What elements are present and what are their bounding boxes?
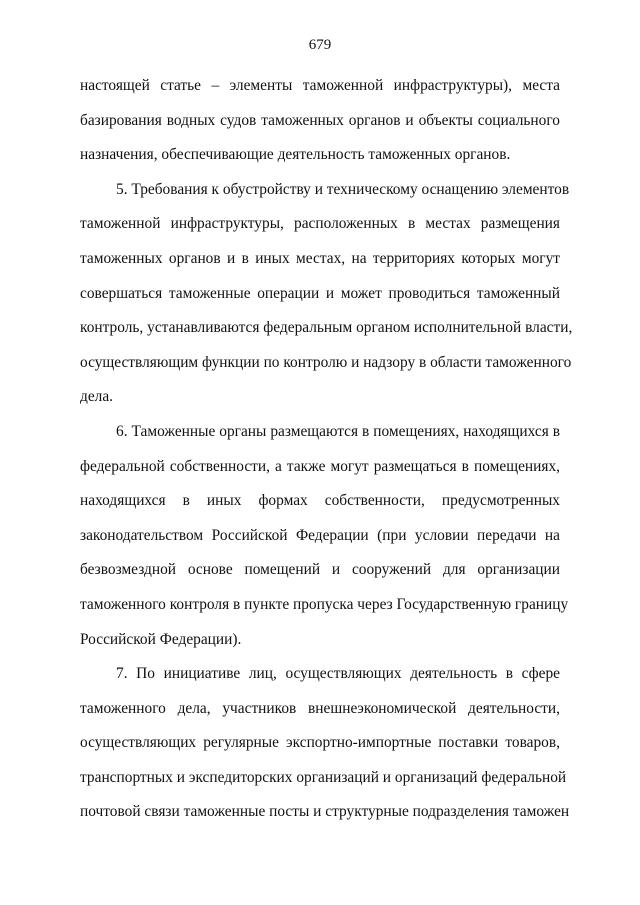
text-line: совершаться таможенные операции и может проводиться таможенный: [80, 284, 560, 302]
body-text: [80, 69, 573, 830]
text-line: Российской Федерации).: [80, 630, 242, 648]
text-line: находящихся в иных формах собственности, предусмотренных: [80, 492, 560, 510]
text-line: 5. Требования к обустройству и техническому оснащению элементов: [116, 180, 570, 198]
text-line: 6. Таможенные органы размещаются в помещениях, находящихся в: [116, 422, 560, 440]
paragraph-7: [80, 657, 570, 830]
paragraph-6: [80, 415, 569, 657]
text-line: транспортных и экспедиторских организаций и организаций федеральной: [80, 768, 567, 786]
text-line: федеральной собственности, а также могут размещаться в помещениях,: [80, 457, 560, 475]
text-line: контроль, устанавливаются федеральным органом исполнительной власти,: [80, 319, 573, 337]
text-line: осуществляющим функции по контролю и надзору в области таможенного: [80, 353, 572, 371]
paragraph-continuation: [80, 69, 560, 173]
text-line: таможенного контроля в пункте пропуска через Государственную границу: [80, 595, 569, 613]
text-line: дела.: [80, 388, 114, 406]
text-line: почтовой связи таможенные посты и структурные подразделения таможен: [80, 803, 570, 821]
text-line: настоящей статье – элементы таможенной инфраструктуры), места: [80, 77, 560, 94]
text-line: законодательством Российской Федерации (при условии передачи на: [80, 526, 560, 544]
page-number: 679: [308, 37, 332, 53]
text-line: таможенной инфраструктуры, расположенных в местах размещения: [80, 215, 560, 233]
text-line: базирования водных судов таможенных органов и объекты социального: [80, 111, 560, 129]
text-line: таможенного дела, участников внешнеэкономической деятельности,: [80, 699, 560, 717]
text-line: безвозмездной основе помещений и сооружений для организации: [80, 561, 560, 579]
text-line: 7. По инициативе лиц, осуществляющих деятельность в сфере: [116, 665, 560, 683]
text-line: таможенных органов и в иных местах, на территориях которых могут: [80, 249, 560, 267]
text-line: назначения, обеспечивающие деятельность таможенных органов.: [80, 146, 511, 164]
paragraph-5: [80, 173, 573, 415]
text-line: осуществляющих регулярные экспортно-импортные поставки товаров,: [80, 734, 560, 752]
